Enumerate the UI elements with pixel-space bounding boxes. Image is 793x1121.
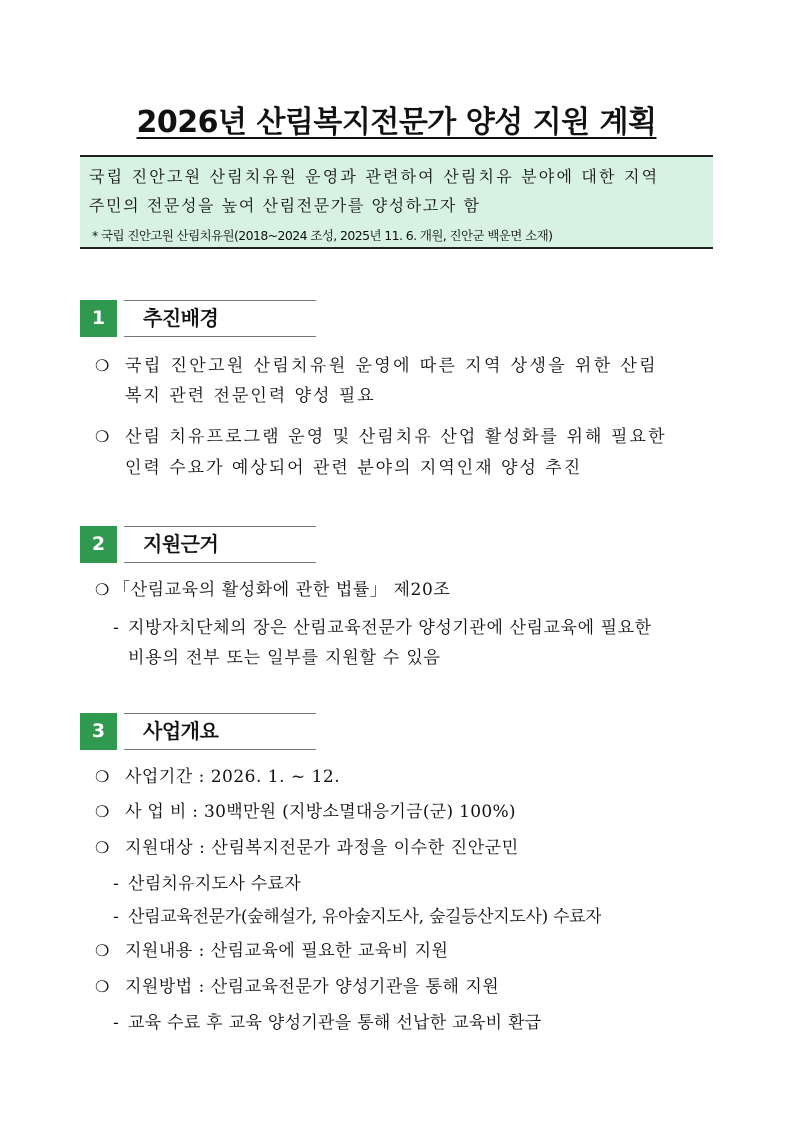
section-heading-bar <box>124 526 316 563</box>
section-header-2 <box>80 526 316 563</box>
law-reference: 「산림교육의 활성화에 관한 법률」 제20조 <box>113 580 451 600</box>
circle-bullet-icon: ❍ <box>95 427 110 446</box>
circle-bullet-icon: ❍ <box>95 356 110 375</box>
support-method-detail: 교육 수료 후 교육 양성기관을 통해 선납한 교육비 환급 <box>128 1013 542 1033</box>
support-method: 지원방법 : 산림교육전문가 양성기관을 통해 지원 <box>125 977 500 997</box>
section-heading-bar <box>124 300 316 337</box>
section-header-1 <box>80 300 316 337</box>
dash-bullet: - <box>113 907 119 927</box>
list-item: 국립 진안고원 산림치유원 운영에 따른 지역 상생을 위한 산림 <box>125 356 658 376</box>
circle-bullet-icon: ❍ <box>95 767 110 786</box>
list-item: 산림 치유프로그램 운영 및 산림치유 산업 활성화를 위해 필요한 <box>125 427 667 447</box>
circle-bullet-icon: ❍ <box>95 977 110 996</box>
circle-bullet-icon: ❍ <box>95 580 110 599</box>
list-item: 복지 관련 전문인력 양성 필요 <box>125 386 376 406</box>
dash-bullet: - <box>113 618 119 638</box>
section-heading: 지원근거 <box>143 532 219 556</box>
project-budget: 사 업 비 : 30백만원 (지방소멸대응기금(군) 100%) <box>125 802 516 822</box>
list-item: 인력 수요가 예상되어 관련 분야의 지역인재 양성 추진 <box>125 458 583 478</box>
section-header-3 <box>80 713 316 750</box>
support-content: 지원내용 : 산림교육에 필요한 교육비 지원 <box>125 941 449 961</box>
dash-bullet: - <box>113 1013 119 1033</box>
circle-bullet-icon: ❍ <box>95 941 110 960</box>
law-detail: 지방자치단체의 장은 산림교육전문가 양성기관에 산림교육에 필요한 <box>128 618 652 638</box>
summary-box <box>80 155 713 249</box>
dash-bullet: - <box>113 874 119 894</box>
project-period: 사업기간 : 2026. 1. ~ 12. <box>125 767 341 787</box>
section-heading: 사업개요 <box>143 719 219 743</box>
circle-bullet-icon: ❍ <box>95 802 110 821</box>
document-title: 2026년 산림복지전문가 양성 지원 계획 <box>136 105 657 140</box>
circle-bullet-icon: ❍ <box>95 838 110 857</box>
section-number: 2 <box>80 526 117 563</box>
summary-line: 국립 진안고원 산림치유원 운영과 관련하여 산림치유 분야에 대한 지역 <box>89 167 660 186</box>
section-number: 1 <box>80 300 117 337</box>
support-target-item: 산림교육전문가(숲해설가, 유아숲지도사, 숲길등산지도사) 수료자 <box>128 907 602 927</box>
summary-line: 주민의 전문성을 높여 산림전문가를 양성하고자 함 <box>89 196 481 215</box>
section-number: 3 <box>80 713 117 750</box>
section-heading: 추진배경 <box>143 306 219 330</box>
law-detail: 비용의 전부 또는 일부를 지원할 수 있음 <box>128 648 441 668</box>
support-target-item: 산림치유지도사 수료자 <box>128 874 301 894</box>
support-target: 지원대상 : 산림복지전문가 과정을 이수한 진안군민 <box>125 838 519 858</box>
section-heading-bar <box>124 713 316 750</box>
summary-note: * 국립 진안고원 산림치유원(2018~2024 조성, 2025년 11. 6. 개원, 진안군 백운면 소재) <box>92 228 553 243</box>
